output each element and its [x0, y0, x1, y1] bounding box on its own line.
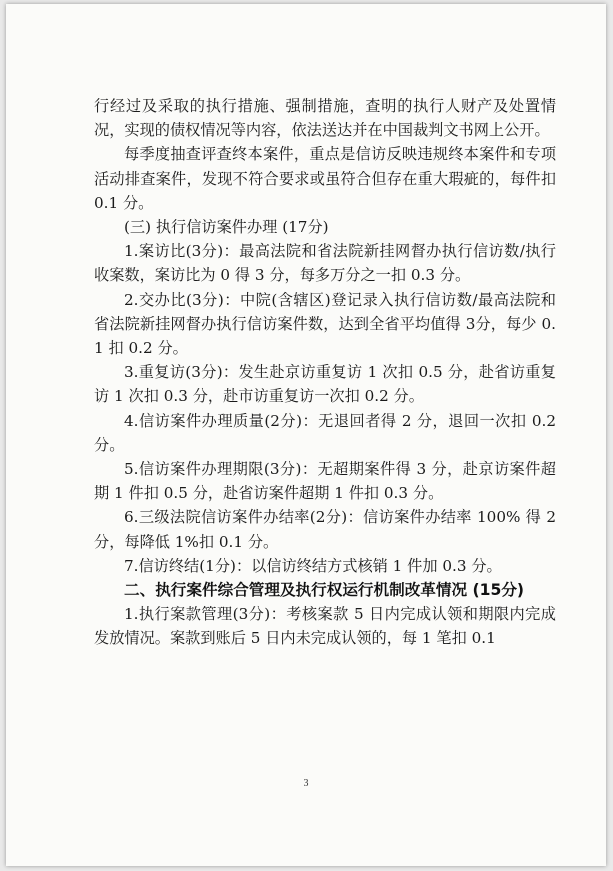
- item-petition-termination: 7.信访终结(1分)：以信访终结方式核销 1 件加 0.3 分。: [124, 556, 502, 575]
- item-case-visit-ratio: 1.案访比(3分)：最高法院和省法院新挂网督办执行信访数/执行收案数，案访比为 0 得 3 分，每多万分之一扣 0.3 分。: [94, 242, 556, 285]
- item-handling-quality: 4.信访案件办理质量(2分)：无退回者得 2 分，退回一次扣 0.2 分。: [94, 411, 556, 454]
- section-heading-3: (三) 执行信访案件办理 (17分): [124, 218, 329, 237]
- item-completion-rate: 6.三级法院信访案件办结率(2分)：信访案件办结率 100% 得 2 分，每降低 1%扣 0.1 分。: [94, 508, 556, 551]
- section-heading-2: 二、执行案件综合管理及执行权运行机制改革情况 (15分): [124, 581, 525, 600]
- document-body: [94, 94, 556, 651]
- page-number: 3: [303, 778, 309, 789]
- paragraph-1: 行经过及采取的执行措施、强制措施，查明的执行人财产及处置情况，实现的债权情况等内容，依法送达并在中国裁判文书网上公开。: [94, 97, 556, 140]
- document-page: [6, 4, 606, 866]
- item-handling-deadline: 5.信访案件办理期限(3分)：无超期案件得 3 分，赴京访案件超期 1 件扣 0.5 分，赴省访案件超期 1 件扣 0.3 分。: [94, 460, 556, 503]
- paragraph-2: 每季度抽查评查终本案件，重点是信访反映违规终本案件和专项活动排查案件，发现不符合要求或虽符合但存在重大瑕疵的，每件扣 0.1 分。: [94, 145, 556, 212]
- item-assignment-ratio: 2.交办比(3分)：中院(含辖区)登记录入执行信访数/最高法院和省法院新挂网督办执行信访案件数，达到全省平均值得 3分，每少 0.1 扣 0.2 分。: [94, 290, 556, 358]
- item-repeat-visits: 3.重复访(3分)：发生赴京访重复访 1 次扣 0.5 分，赴省访重复访 1 次扣 0.3 分，赴市访重复访一次扣 0.2 分。: [94, 363, 556, 406]
- item-funds-management: 1.执行案款管理(3分)：考核案款 5 日内完成认领和期限内完成发放情况。案款到账后 5 日内未完成认领的，每 1 笔扣 0.1: [94, 605, 556, 648]
